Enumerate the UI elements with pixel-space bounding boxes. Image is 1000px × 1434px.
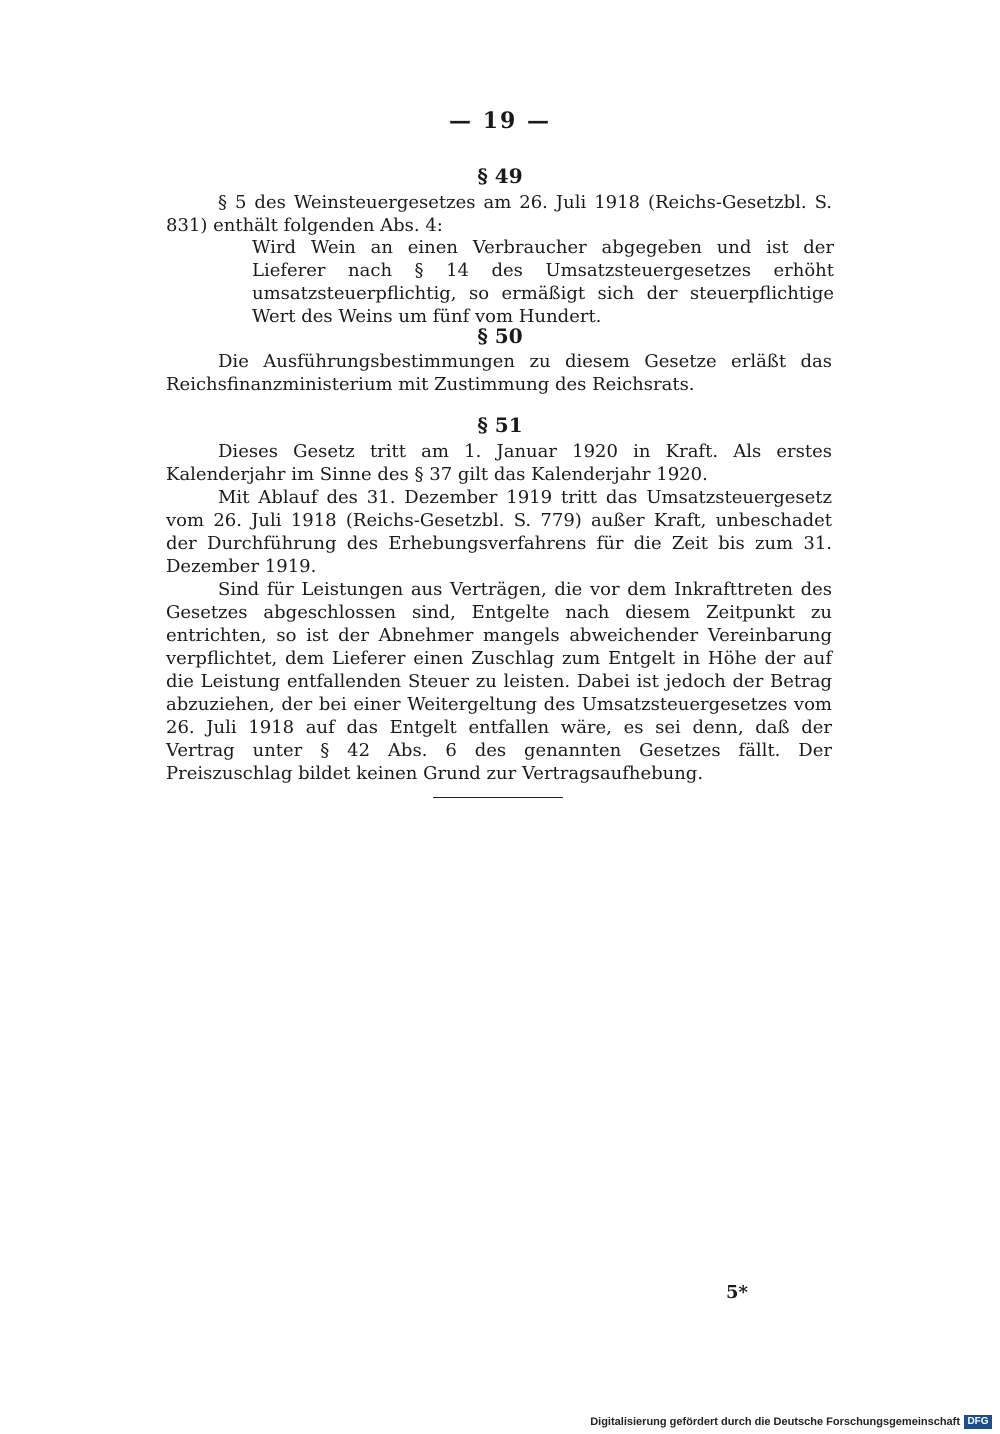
dfg-logo: DFG bbox=[964, 1415, 992, 1429]
signature-mark: 5* bbox=[726, 1282, 748, 1303]
section-heading-49: § 49 bbox=[477, 164, 523, 188]
page-header: — 19 — bbox=[449, 108, 551, 134]
paragraph: Sind für Leistungen aus Verträgen, die vor dem Inkrafttreten des Gesetzes abgeschlossen sind, Entgelte nach diesem Zeitpunkt zu entrichten, so ist der Abnehmer mangels abweichender Vereinbarung verpflichtet, dem Lieferer einen Zuschlag zum Entgelt in Höhe der auf die Leistung entfallenden Steuer zu leisten. Dabei ist jedoch der Betrag abzuziehen, der bei einer Weitergeltung des Umsatzsteuergesetzes vom 26. Juli 1918 auf das Entgelt entfallen wäre, es sei denn, daß der Vertrag unter § 42 Abs. 6 des genannten Gesetzes fällt. Der Preiszuschlag bildet keinen Grund zur Vertragsaufhebung. bbox=[166, 579, 832, 784]
section-heading-50: § 50 bbox=[477, 324, 523, 348]
paragraph: Mit Ablauf des 31. Dezember 1919 tritt das Umsatzsteuergesetz vom 26. Juli 1918 (Reichs-Gesetzbl. S. 779) außer Kraft, unbeschadet der Durchführung des Erhebungsverfahrens für die Zeit bis zum 31. Dezember 1919. bbox=[166, 487, 832, 577]
section-50-body bbox=[166, 350, 832, 396]
paragraph: § 5 des Weinsteuergesetzes am 26. Juli 1918 (Reichs-Gesetzbl. S. 831) enthält folgenden Abs. 4: bbox=[166, 192, 832, 236]
digitization-credit: Digitalisierung gefördert durch die Deutsche Forschungsgemeinschaft bbox=[590, 1416, 960, 1428]
section-49-intro bbox=[166, 191, 832, 237]
section-51-body bbox=[166, 440, 832, 785]
section-heading-51: § 51 bbox=[477, 413, 523, 437]
paragraph: Die Ausführungsbestimmungen zu diesem Gesetze erläßt das Reichsfinanzministerium mit Zustimmung des Reichsrats. bbox=[166, 351, 832, 395]
section-divider bbox=[433, 797, 563, 798]
section-49-quote bbox=[252, 236, 834, 328]
quoted-paragraph: Wird Wein an einen Verbraucher abgegeben und ist der Lieferer nach § 14 des Umsatzsteuergesetzes erhöht umsatzsteuerpflichtig, so ermäßigt sich der steuerpflichtige Wert des Weins um fünf vom Hundert. bbox=[252, 237, 834, 327]
paragraph: Dieses Gesetz tritt am 1. Januar 1920 in Kraft. Als erstes Kalenderjahr im Sinne des § 37 gilt das Kalenderjahr 1920. bbox=[166, 441, 832, 485]
